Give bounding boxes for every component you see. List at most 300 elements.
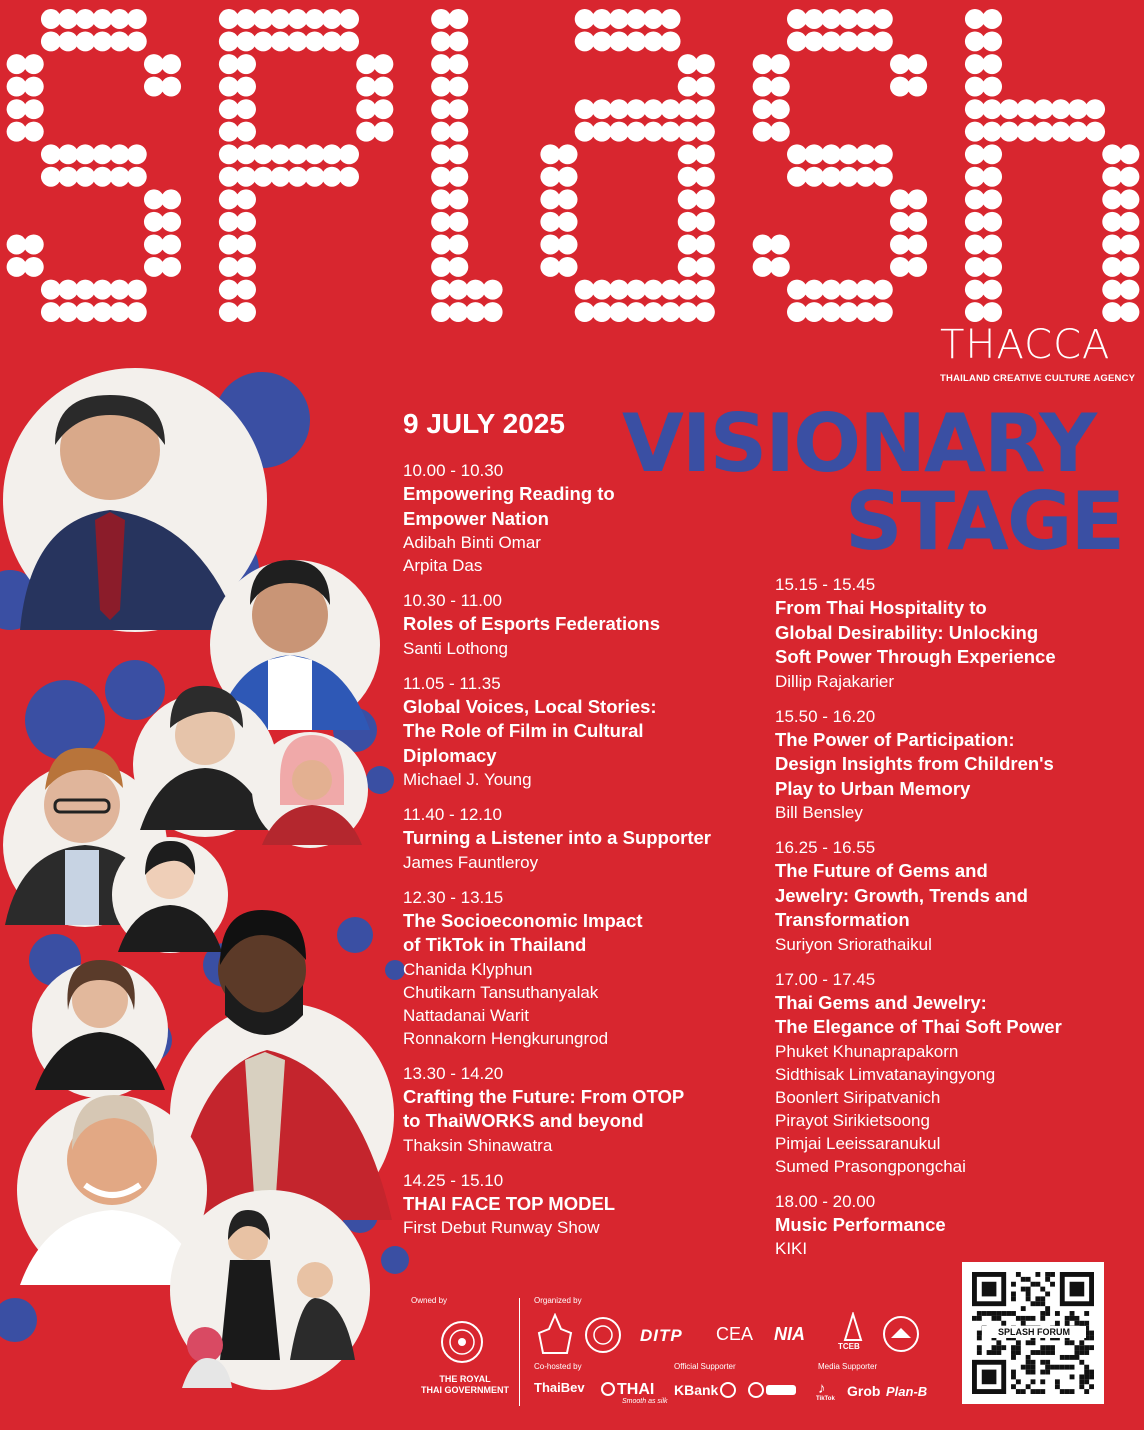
qr-module (1079, 1340, 1084, 1345)
qr-module (996, 1340, 1001, 1345)
wordmark-dot (448, 167, 468, 187)
session-title-line: Play to Urban Memory (775, 777, 971, 799)
qr-module (1026, 1287, 1031, 1292)
qr-module (1026, 1316, 1031, 1321)
wordmark-dot (804, 144, 824, 164)
qr-module (1031, 1340, 1036, 1345)
wordmark-dot (7, 54, 27, 74)
tiktok-label: TikTok (816, 1396, 835, 1402)
wordmark-dot (219, 31, 239, 51)
session-title-line: Diplomacy (403, 744, 497, 766)
wordmark-dot (75, 302, 95, 322)
session-speaker: Pimjai Leeissaranukul (775, 1133, 941, 1153)
wordmark-dot (907, 54, 927, 74)
session-time: 17.00 - 17.45 (775, 969, 876, 989)
qr-module (1060, 1365, 1065, 1370)
wordmark-dot (609, 99, 629, 119)
wordmark-dot (787, 280, 807, 300)
wordmark-dot (856, 280, 876, 300)
qr-module (1074, 1316, 1079, 1321)
wordmark-dot (890, 77, 910, 97)
wordmark-dot (1016, 99, 1036, 119)
qr-module (1011, 1311, 1016, 1316)
thacca-tagline: THAILAND CREATIVE CULTURE AGENCY (940, 373, 1136, 384)
wordmark-dot (753, 77, 773, 97)
qr-module (1040, 1389, 1045, 1394)
wordmark-dot (856, 31, 876, 51)
qr-module (1065, 1389, 1070, 1394)
session-item (403, 1169, 773, 1240)
wordmark-dot (661, 280, 681, 300)
qr-module (1011, 1350, 1016, 1355)
wordmark-dot (678, 235, 698, 255)
wordmark-dot (448, 302, 468, 322)
qr-module (1031, 1282, 1036, 1287)
wordmark-dot (540, 212, 560, 232)
wordmark-dot (1102, 189, 1122, 209)
wordmark-dot (373, 54, 393, 74)
wordmark-dot (219, 144, 239, 164)
wordmark-dot (448, 31, 468, 51)
qr-module (1001, 1311, 1006, 1316)
wordmark-dot (821, 9, 841, 29)
qr-module (1035, 1296, 1040, 1301)
session-speaker: Phuket Khunaprapakorn (775, 1041, 959, 1061)
wordmark-dot (92, 144, 112, 164)
grob-logo: Grob (847, 1383, 881, 1399)
qr-module (1050, 1272, 1055, 1277)
wordmark-dot (558, 257, 578, 277)
wordmark-dot (236, 31, 256, 51)
session-speaker: Ronnakorn Hengkurungrod (403, 1028, 609, 1048)
cea-logo: CEA (716, 1324, 754, 1344)
wordmark-dot (1102, 280, 1122, 300)
wordmark-dot (592, 122, 612, 142)
wordmark-dot (288, 167, 308, 187)
wordmark-dot (592, 99, 612, 119)
qr-module (1084, 1311, 1089, 1316)
wordmark-dot (356, 77, 376, 97)
wordmark-dot (339, 144, 359, 164)
session-title-line: The Socioeconomic Impact (403, 909, 643, 931)
wordmark-dot (787, 31, 807, 51)
qr-module (1031, 1365, 1036, 1370)
qr-module (1026, 1340, 1031, 1345)
qr-module (1079, 1345, 1084, 1350)
qr-module (1089, 1331, 1094, 1336)
qr-module (1026, 1355, 1031, 1360)
supporter-logo-thai-script (748, 1380, 798, 1400)
splash-wordmark (0, 0, 1144, 340)
qr-module (1050, 1350, 1055, 1355)
wordmark-dot (626, 31, 646, 51)
wordmark-dot (890, 257, 910, 277)
thacca-logo: THACCA (940, 322, 1111, 368)
wordmark-dot (1102, 302, 1122, 322)
qr-module (996, 1311, 1001, 1316)
qr-module (1045, 1350, 1050, 1355)
wordmark-dot (270, 9, 290, 29)
wordmark-dot (236, 9, 256, 29)
wordmark-dot (322, 31, 342, 51)
wordmark-dot (161, 189, 181, 209)
session-speaker: Nattadanai Warit (403, 1005, 529, 1025)
qr-module (1016, 1316, 1021, 1321)
wordmark-dot (856, 167, 876, 187)
wordmark-dot (24, 54, 44, 74)
wordmark-dot (839, 167, 859, 187)
qr-module (982, 1282, 997, 1297)
wordmark-dot (236, 235, 256, 255)
qr-module (1079, 1374, 1084, 1379)
qr-module (1001, 1321, 1006, 1326)
qr-module (1045, 1272, 1050, 1277)
session-time: 15.50 - 16.20 (775, 706, 876, 726)
wordmark-dot (982, 235, 1002, 255)
qr-module (1084, 1374, 1089, 1379)
wordmark-dot (982, 99, 1002, 119)
wordmark-dot (483, 280, 503, 300)
qr-module (1045, 1277, 1050, 1282)
wordmark-dot (305, 9, 325, 29)
wordmark-dot (1102, 235, 1122, 255)
wordmark-dot (753, 235, 773, 255)
qr-module (1031, 1360, 1036, 1365)
wordmark-dot (465, 302, 485, 322)
wordmark-dot (558, 235, 578, 255)
qr-module (1031, 1370, 1036, 1375)
session-item (775, 836, 1144, 956)
qr-module (1040, 1287, 1045, 1292)
qr-module (977, 1345, 982, 1350)
wordmark-dot (92, 280, 112, 300)
wordmark-dot (127, 144, 147, 164)
session-title-line: Crafting the Future: From OTOP (403, 1085, 685, 1107)
wordmark-dot (1119, 280, 1139, 300)
wordmark-dot (236, 167, 256, 187)
wordmark-dot (373, 77, 393, 97)
footer-divider (519, 1298, 520, 1406)
wordmark-dot (678, 144, 698, 164)
wordmark-dot (1068, 122, 1088, 142)
owned-by-label: Owned by (411, 1296, 448, 1305)
wordmark-dot (873, 31, 893, 51)
wordmark-dot (643, 122, 663, 142)
wordmark-dot (236, 77, 256, 97)
wordmark-dot (609, 31, 629, 51)
qr-module (992, 1345, 997, 1350)
qr-module (996, 1316, 1001, 1321)
qr-module (1070, 1340, 1075, 1345)
qr-module (1070, 1282, 1085, 1297)
owner-name (420, 1374, 510, 1396)
wordmark-dot (965, 235, 985, 255)
session-title-line: Turning a Listener into a Supporter (403, 827, 712, 848)
wordmark-dot (58, 31, 78, 51)
wordmark-dot (609, 122, 629, 142)
wordmark-dot (821, 302, 841, 322)
qr-module (1040, 1311, 1045, 1316)
wordmark-dot (907, 235, 927, 255)
wordmark-dot (982, 54, 1002, 74)
organizer-emblem-2 (583, 1315, 623, 1355)
qr-module (1011, 1370, 1016, 1375)
wordmark-dot (161, 54, 181, 74)
wordmark-dot (7, 77, 27, 97)
wordmark-dot (1085, 122, 1105, 142)
wordmark-dot (787, 9, 807, 29)
wordmark-dot (127, 302, 147, 322)
session-item (403, 672, 773, 792)
wordmark-dot (609, 280, 629, 300)
qr-module (1089, 1370, 1094, 1375)
qr-module (987, 1350, 992, 1355)
speaker-photo-collage (0, 360, 420, 1420)
wordmark-dot (236, 144, 256, 164)
wordmark-dot (448, 144, 468, 164)
wordmark-dot (448, 122, 468, 142)
qr-module (1074, 1345, 1079, 1350)
wordmark-dot (373, 122, 393, 142)
qr-module (1035, 1272, 1040, 1277)
qr-module (1011, 1282, 1016, 1287)
nia-logo: NIA (774, 1324, 805, 1344)
wordmark-dot (448, 257, 468, 277)
qr-module (1011, 1345, 1016, 1350)
qr-module (1035, 1301, 1040, 1306)
wordmark-dot (839, 280, 859, 300)
wordmark-dot (982, 167, 1002, 187)
wordmark-dot (219, 189, 239, 209)
wordmark-dot (678, 257, 698, 277)
qr-module (1079, 1321, 1084, 1326)
qr-module (982, 1370, 997, 1385)
wordmark-dot (1034, 122, 1054, 142)
wordmark-dot (965, 144, 985, 164)
wordmark-dot (448, 235, 468, 255)
wordmark-dot (219, 122, 239, 142)
session-time: 11.05 - 11.35 (403, 673, 501, 693)
wordmark-dot (448, 212, 468, 232)
qr-module (1055, 1321, 1060, 1326)
wordmark-dot (804, 31, 824, 51)
ditp-logo: DITP (640, 1326, 683, 1345)
wordmark-dot (431, 212, 451, 232)
planb-logo: Plan-B (886, 1384, 928, 1399)
wordmark-dot (965, 122, 985, 142)
session-time: 18.00 - 20.00 (775, 1191, 876, 1211)
qr-module (1016, 1389, 1021, 1394)
wordmark-dot (839, 144, 859, 164)
wordmark-dot (575, 280, 595, 300)
qr-module (992, 1316, 997, 1321)
session-title-line: The Power of Participation: (775, 728, 1015, 750)
wordmark-dot (161, 212, 181, 232)
wordmark-dot (1102, 257, 1122, 277)
wordmark-dot (465, 280, 485, 300)
session-speaker: Sumed Prasongpongchai (775, 1156, 966, 1176)
wordmark-dot (127, 167, 147, 187)
qr-module (1084, 1389, 1089, 1394)
session-title-line: Global Desirability: Unlocking (775, 621, 1039, 643)
wordmark-dot (695, 77, 715, 97)
wordmark-dot (92, 167, 112, 187)
wordmark-dot (41, 31, 61, 51)
qr-module (1065, 1365, 1070, 1370)
session-item (775, 1190, 1144, 1261)
wordmark-dot (373, 99, 393, 119)
wordmark-dot (890, 235, 910, 255)
wordmark-dot (1051, 122, 1071, 142)
qr-label: SPLASH FORUM (982, 1326, 1086, 1338)
wordmark-dot (1068, 99, 1088, 119)
qr-module (1016, 1272, 1021, 1277)
qr-module (1050, 1282, 1055, 1287)
wordmark-dot (219, 280, 239, 300)
wordmark-dot (431, 144, 451, 164)
wordmark-dot (575, 9, 595, 29)
qr-module (1045, 1370, 1050, 1375)
wordmark-dot (770, 235, 790, 255)
wordmark-dot (965, 99, 985, 119)
wordmark-dot (965, 54, 985, 74)
owner-line-1: THE ROYAL (439, 1374, 491, 1384)
wordmark-dot (1119, 189, 1139, 209)
wordmark-dot (322, 167, 342, 187)
qr-module (1040, 1379, 1045, 1384)
qr-module (1040, 1360, 1045, 1365)
wordmark-dot (339, 9, 359, 29)
wordmark-dot (161, 77, 181, 97)
qr-module (1055, 1311, 1060, 1316)
session-title-line: Global Voices, Local Stories: (403, 695, 657, 717)
qr-module (1021, 1321, 1026, 1326)
wordmark-dot (982, 31, 1002, 51)
wordmark-dot (609, 9, 629, 29)
organized-by-label: Organized by (534, 1296, 582, 1305)
session-speaker: Michael J. Young (403, 770, 532, 789)
wordmark-dot (643, 31, 663, 51)
wordmark-dot (540, 235, 560, 255)
wordmark-dot (356, 99, 376, 119)
qr-module (1070, 1374, 1075, 1379)
wordmark-dot (7, 235, 27, 255)
wordmark-dot (431, 302, 451, 322)
qr-module (1021, 1316, 1026, 1321)
wordmark-dot (661, 99, 681, 119)
wordmark-dot (219, 212, 239, 232)
qr-module (1070, 1316, 1075, 1321)
wordmark-dot (431, 189, 451, 209)
wordmark-dot (804, 9, 824, 29)
qr-module (1001, 1345, 1006, 1350)
qr-module (1021, 1277, 1026, 1282)
wordmark-dot (448, 9, 468, 29)
wordmark-dot (1119, 235, 1139, 255)
session-title-line: to ThaiWORKS and beyond (403, 1110, 644, 1131)
wordmark-dot (431, 122, 451, 142)
qr-module (1031, 1316, 1036, 1321)
qr-module (1031, 1301, 1036, 1306)
wordmark-dot (804, 280, 824, 300)
wordmark-dot (305, 144, 325, 164)
wordmark-dot (58, 144, 78, 164)
session-time: 16.25 - 16.55 (775, 838, 876, 857)
wordmark-dot (575, 31, 595, 51)
wordmark-dot (7, 122, 27, 142)
wordmark-dot (695, 212, 715, 232)
wordmark-dot (695, 99, 715, 119)
session-item (775, 968, 1144, 1178)
wordmark-dot (753, 54, 773, 74)
qr-module (1070, 1355, 1075, 1360)
wordmark-dot (678, 167, 698, 187)
wordmark-dot (695, 235, 715, 255)
wordmark-dot (110, 280, 130, 300)
wordmark-dot (236, 54, 256, 74)
wordmark-dot (161, 257, 181, 277)
speaker-10-photo (170, 1190, 370, 1390)
session-speaker: First Debut Runway Show (403, 1218, 600, 1237)
qr-module (972, 1316, 977, 1321)
qr-module (1084, 1379, 1089, 1384)
wordmark-dot (41, 302, 61, 322)
session-speaker: Boonlert Siripatvanich (775, 1087, 941, 1107)
session-speaker: Pirayot Sirikietsoong (775, 1110, 930, 1130)
qr-module (1074, 1350, 1079, 1355)
wordmark-dot (1119, 302, 1139, 322)
wordmark-dot (110, 144, 130, 164)
qr-module (1040, 1350, 1045, 1355)
qr-module (977, 1350, 982, 1355)
wordmark-dot (643, 280, 663, 300)
qr-module (1089, 1345, 1094, 1350)
qr-module (1031, 1350, 1036, 1355)
wordmark-dot (448, 99, 468, 119)
session-time: 13.30 - 14.20 (403, 1063, 504, 1083)
wordmark-dot (804, 167, 824, 187)
wordmark-dot (75, 144, 95, 164)
wordmark-dot (558, 167, 578, 187)
wordmark-dot (431, 9, 451, 29)
wordmark-dot (856, 302, 876, 322)
qr-module (1026, 1365, 1031, 1370)
qr-module (1055, 1384, 1060, 1389)
wordmark-dot (1102, 144, 1122, 164)
wordmark-dot (558, 212, 578, 232)
wordmark-dot (661, 9, 681, 29)
session-title-line: Jewelry: Growth, Trends and (775, 884, 1028, 906)
qr-module (1035, 1282, 1040, 1287)
wordmark-dot (907, 189, 927, 209)
wordmark-dot (695, 280, 715, 300)
wordmark-dot (643, 302, 663, 322)
wordmark-dot (695, 302, 715, 322)
wordmark-dot (982, 189, 1002, 209)
qr-module (1045, 1360, 1050, 1365)
thai-airways-orchid-icon (599, 1381, 617, 1397)
session-title-line: Transformation (775, 909, 910, 930)
session-speaker: Dillip Rajakarier (775, 671, 895, 691)
session-title-line: of TikTok in Thailand (403, 934, 587, 955)
schedule-right-column (775, 573, 1144, 1272)
wordmark-dot (1034, 99, 1054, 119)
wordmark-dot (965, 280, 985, 300)
session-title-line: Empower Nation (403, 507, 549, 529)
session-title-line: Empowering Reading to (403, 483, 615, 504)
wordmark-dot (219, 54, 239, 74)
wordmark-dot (626, 122, 646, 142)
